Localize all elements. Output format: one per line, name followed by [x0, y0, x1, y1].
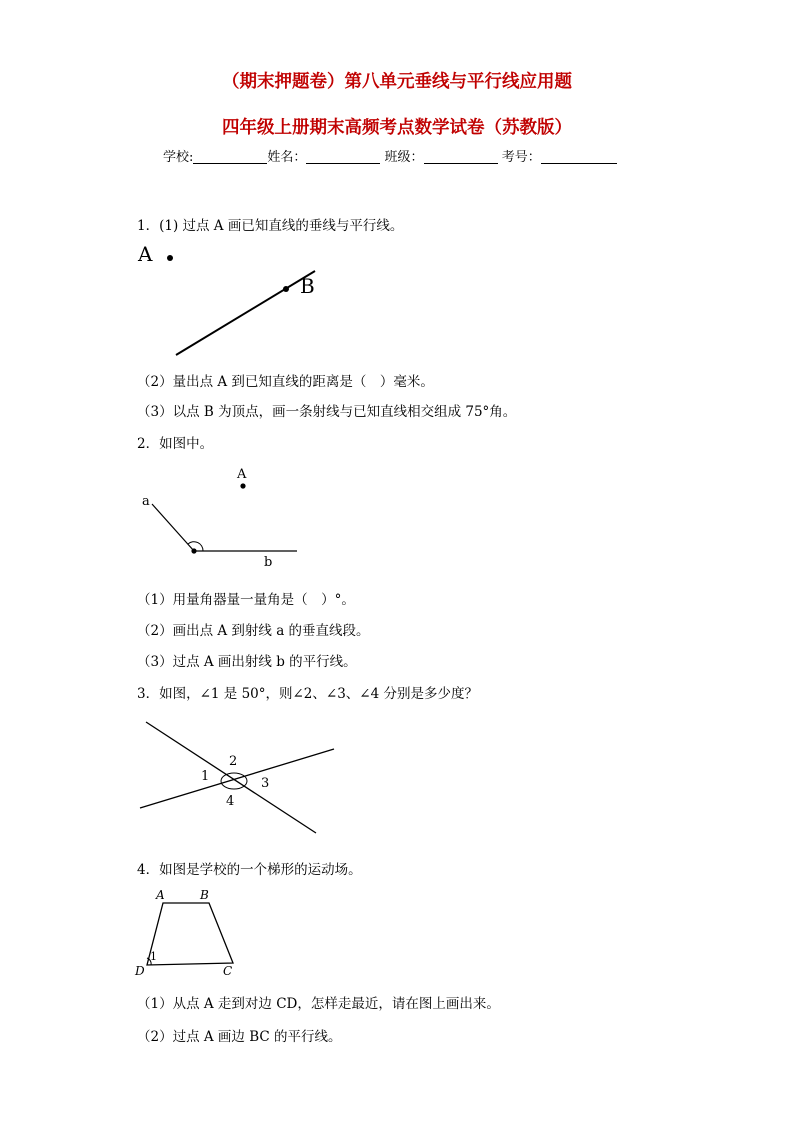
q4-vertex-d-label: D — [135, 964, 145, 978]
q4-angle-1-label: 1 — [150, 950, 157, 963]
q1-point-a — [167, 255, 173, 261]
question-2-figure — [130, 460, 310, 572]
name-blank[interactable] — [306, 150, 380, 164]
q2-ray-b-label: b — [264, 555, 273, 570]
question-2-part-3: （3）过点 A 画出射线 b 的平行线。 — [137, 654, 357, 670]
q1-point-b — [283, 286, 289, 292]
q3-angle-4-label: 4 — [226, 794, 235, 809]
q4-trapezoid — [147, 903, 233, 965]
question-4-figure — [130, 886, 250, 978]
question-4-part-2: （2）过点 A 画边 BC 的平行线。 — [137, 1029, 342, 1045]
question-1-figure — [130, 236, 330, 366]
q4-vertex-c-label: C — [223, 964, 233, 978]
q3-angle-1-label: 1 — [201, 769, 210, 784]
question-4-text: 4．如图是学校的一个梯形的运动场。 — [137, 862, 362, 878]
q4-vertex-a-label: A — [156, 888, 165, 902]
q3-angle-2-label: 2 — [229, 754, 238, 769]
number-blank[interactable] — [541, 150, 617, 164]
question-3-figure — [130, 712, 345, 842]
school-label: 学校: — [163, 150, 194, 165]
q4-vertex-b-label: B — [200, 888, 209, 902]
question-1-text: 1．(1) 过点 A 画已知直线的垂线与平行线。 — [137, 218, 404, 234]
q1-given-line — [176, 271, 315, 355]
question-2-text: 2．如图中。 — [137, 436, 214, 452]
exam-title-line2: 四年级上册期末高频考点数学试卷（苏教版） — [222, 118, 572, 138]
name-label: 姓名： — [267, 150, 307, 165]
question-4-part-1: （1）从点 A 走到对边 CD，怎样走最近，请在图上画出来。 — [137, 996, 500, 1012]
question-2-part-2: （2）画出点 A 到射线 a 的垂直线段。 — [137, 623, 370, 639]
student-info-row — [163, 146, 617, 165]
question-1-part-3: （3）以点 B 为顶点，画一条射线与已知直线相交组成 75°角。 — [137, 404, 517, 420]
q2-ray-a — [152, 504, 194, 551]
q2-vertex — [191, 548, 196, 553]
question-3-text: 3．如图，∠1 是 50°，则∠2、∠3、∠4 分别是多少度？ — [137, 686, 478, 702]
exam-title-line1: （期末押题卷）第八单元垂线与平行线应用题 — [222, 72, 572, 92]
number-label: 考号： — [501, 150, 541, 165]
q3-angle-3-label: 3 — [261, 776, 270, 791]
question-2-part-1: （1）用量角器量一量角是（ ）°。 — [137, 592, 355, 608]
class-blank[interactable] — [424, 150, 498, 164]
q2-point-a — [240, 483, 245, 488]
q3-angle-marks — [221, 773, 247, 789]
q3-line-1 — [146, 722, 316, 833]
q1-point-b-label: B — [300, 274, 315, 298]
q1-point-a-label: A — [138, 242, 153, 266]
school-blank[interactable] — [193, 150, 267, 164]
q2-point-a-label: A — [237, 467, 247, 482]
question-1-part-2: （2）量出点 A 到已知直线的距离是（ ）毫米。 — [137, 374, 434, 390]
class-label: 班级： — [384, 150, 424, 165]
q2-ray-a-label: a — [142, 494, 150, 509]
